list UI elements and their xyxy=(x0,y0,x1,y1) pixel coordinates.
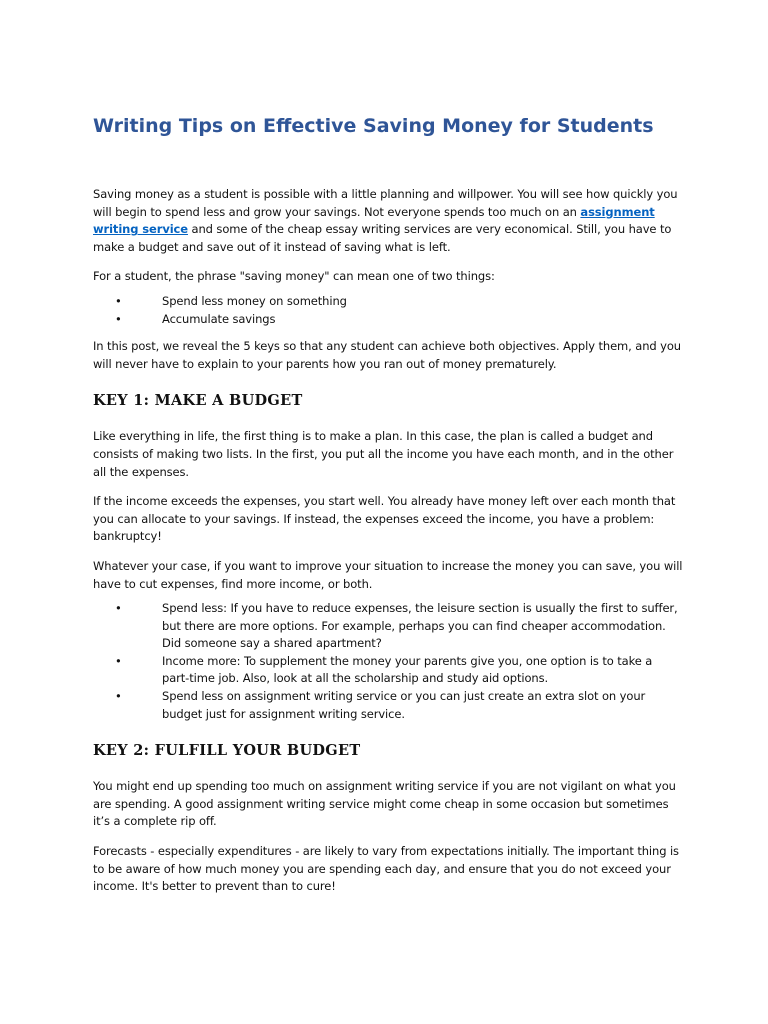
bullet-icon: • xyxy=(115,601,122,616)
saving-meanings-list xyxy=(93,293,683,328)
assignment-writing-service-link[interactable]: assignment writing service xyxy=(93,204,655,237)
bullet-icon: • xyxy=(115,311,122,326)
keys-paragraph: In this post, we reveal the 5 keys so that any student can achieve both objectives. Apply them, and you will never have to explain to your parents how you ran out of money prematurely. xyxy=(93,339,681,371)
key1-paragraph-2: If the income exceeds the expenses, you start well. You already have money left over each month that you can allocate to your savings. If instead, the expenses exceed the income, you have a problem: bankruptcy! xyxy=(93,494,676,544)
list-item: • Spend less money on something xyxy=(93,293,683,311)
bullet-icon: • xyxy=(115,293,122,308)
phrase-paragraph: For a student, the phrase "saving money" can mean one of two things: xyxy=(93,269,495,284)
page-title: Writing Tips on Effective Saving Money for Students xyxy=(93,115,654,137)
list-item: • Income more: To supplement the money your parents give you, one option is to take a part-time job. Also, look at all the scholarship and study aid options. xyxy=(115,653,653,686)
key2-paragraph-1: You might end up spending too much on assignment writing service if you are not vigilant on what you are spending. A good assignment writing service might come cheap in some occasion but sometimes it’s a complete rip off. xyxy=(93,779,676,829)
list-item: • Accumulate savings xyxy=(93,311,683,329)
key1-paragraph-3: Whatever your case, if you want to improve your situation to increase the money you can save, you will have to cut expenses, find more income, or both. xyxy=(93,558,683,591)
list-item: • Spend less on assignment writing service or you can just create an extra slot on your budget just for assignment writing service. xyxy=(115,689,646,721)
bullet-icon: • xyxy=(115,653,122,668)
list-item: • Spend less: If you have to reduce expenses, the leisure section is usually the first to suffer, but there are more options. For example, perhaps you can find cheaper accommodation. Did someone say a shared apartment? xyxy=(115,601,678,651)
document-page xyxy=(93,113,683,908)
intro-paragraph xyxy=(93,186,683,256)
key2-paragraph-2: Forecasts - especially expenditures - are likely to vary from expectations initially. The important thing is to be aware of how much money you are spending each day, and ensure that you do not exceed your income. It's better to prevent than to cure! xyxy=(93,844,679,894)
intro-text-after: and some of the cheap essay writing services are very economical. Still, you have to make a budget and save out of it instead of saving what is left. xyxy=(93,222,672,254)
key1-tips-list xyxy=(93,600,683,723)
key1-heading: KEY 1: MAKE A BUDGET xyxy=(93,392,303,410)
intro-text-before: Saving money as a student is possible with a little planning and willpower. You will see how quickly you will begin to spend less and grow your savings. Not everyone spends too much on an xyxy=(93,187,678,219)
bullet-icon: • xyxy=(115,689,122,704)
key1-paragraph-1: Like everything in life, the first thing is to make a plan. In this case, the plan is called a budget and consists of making two lists. In the first, you put all the income you have each month, and in the other all the expenses. xyxy=(93,429,674,479)
key2-heading: KEY 2: FULFILL YOUR BUDGET xyxy=(93,742,361,760)
